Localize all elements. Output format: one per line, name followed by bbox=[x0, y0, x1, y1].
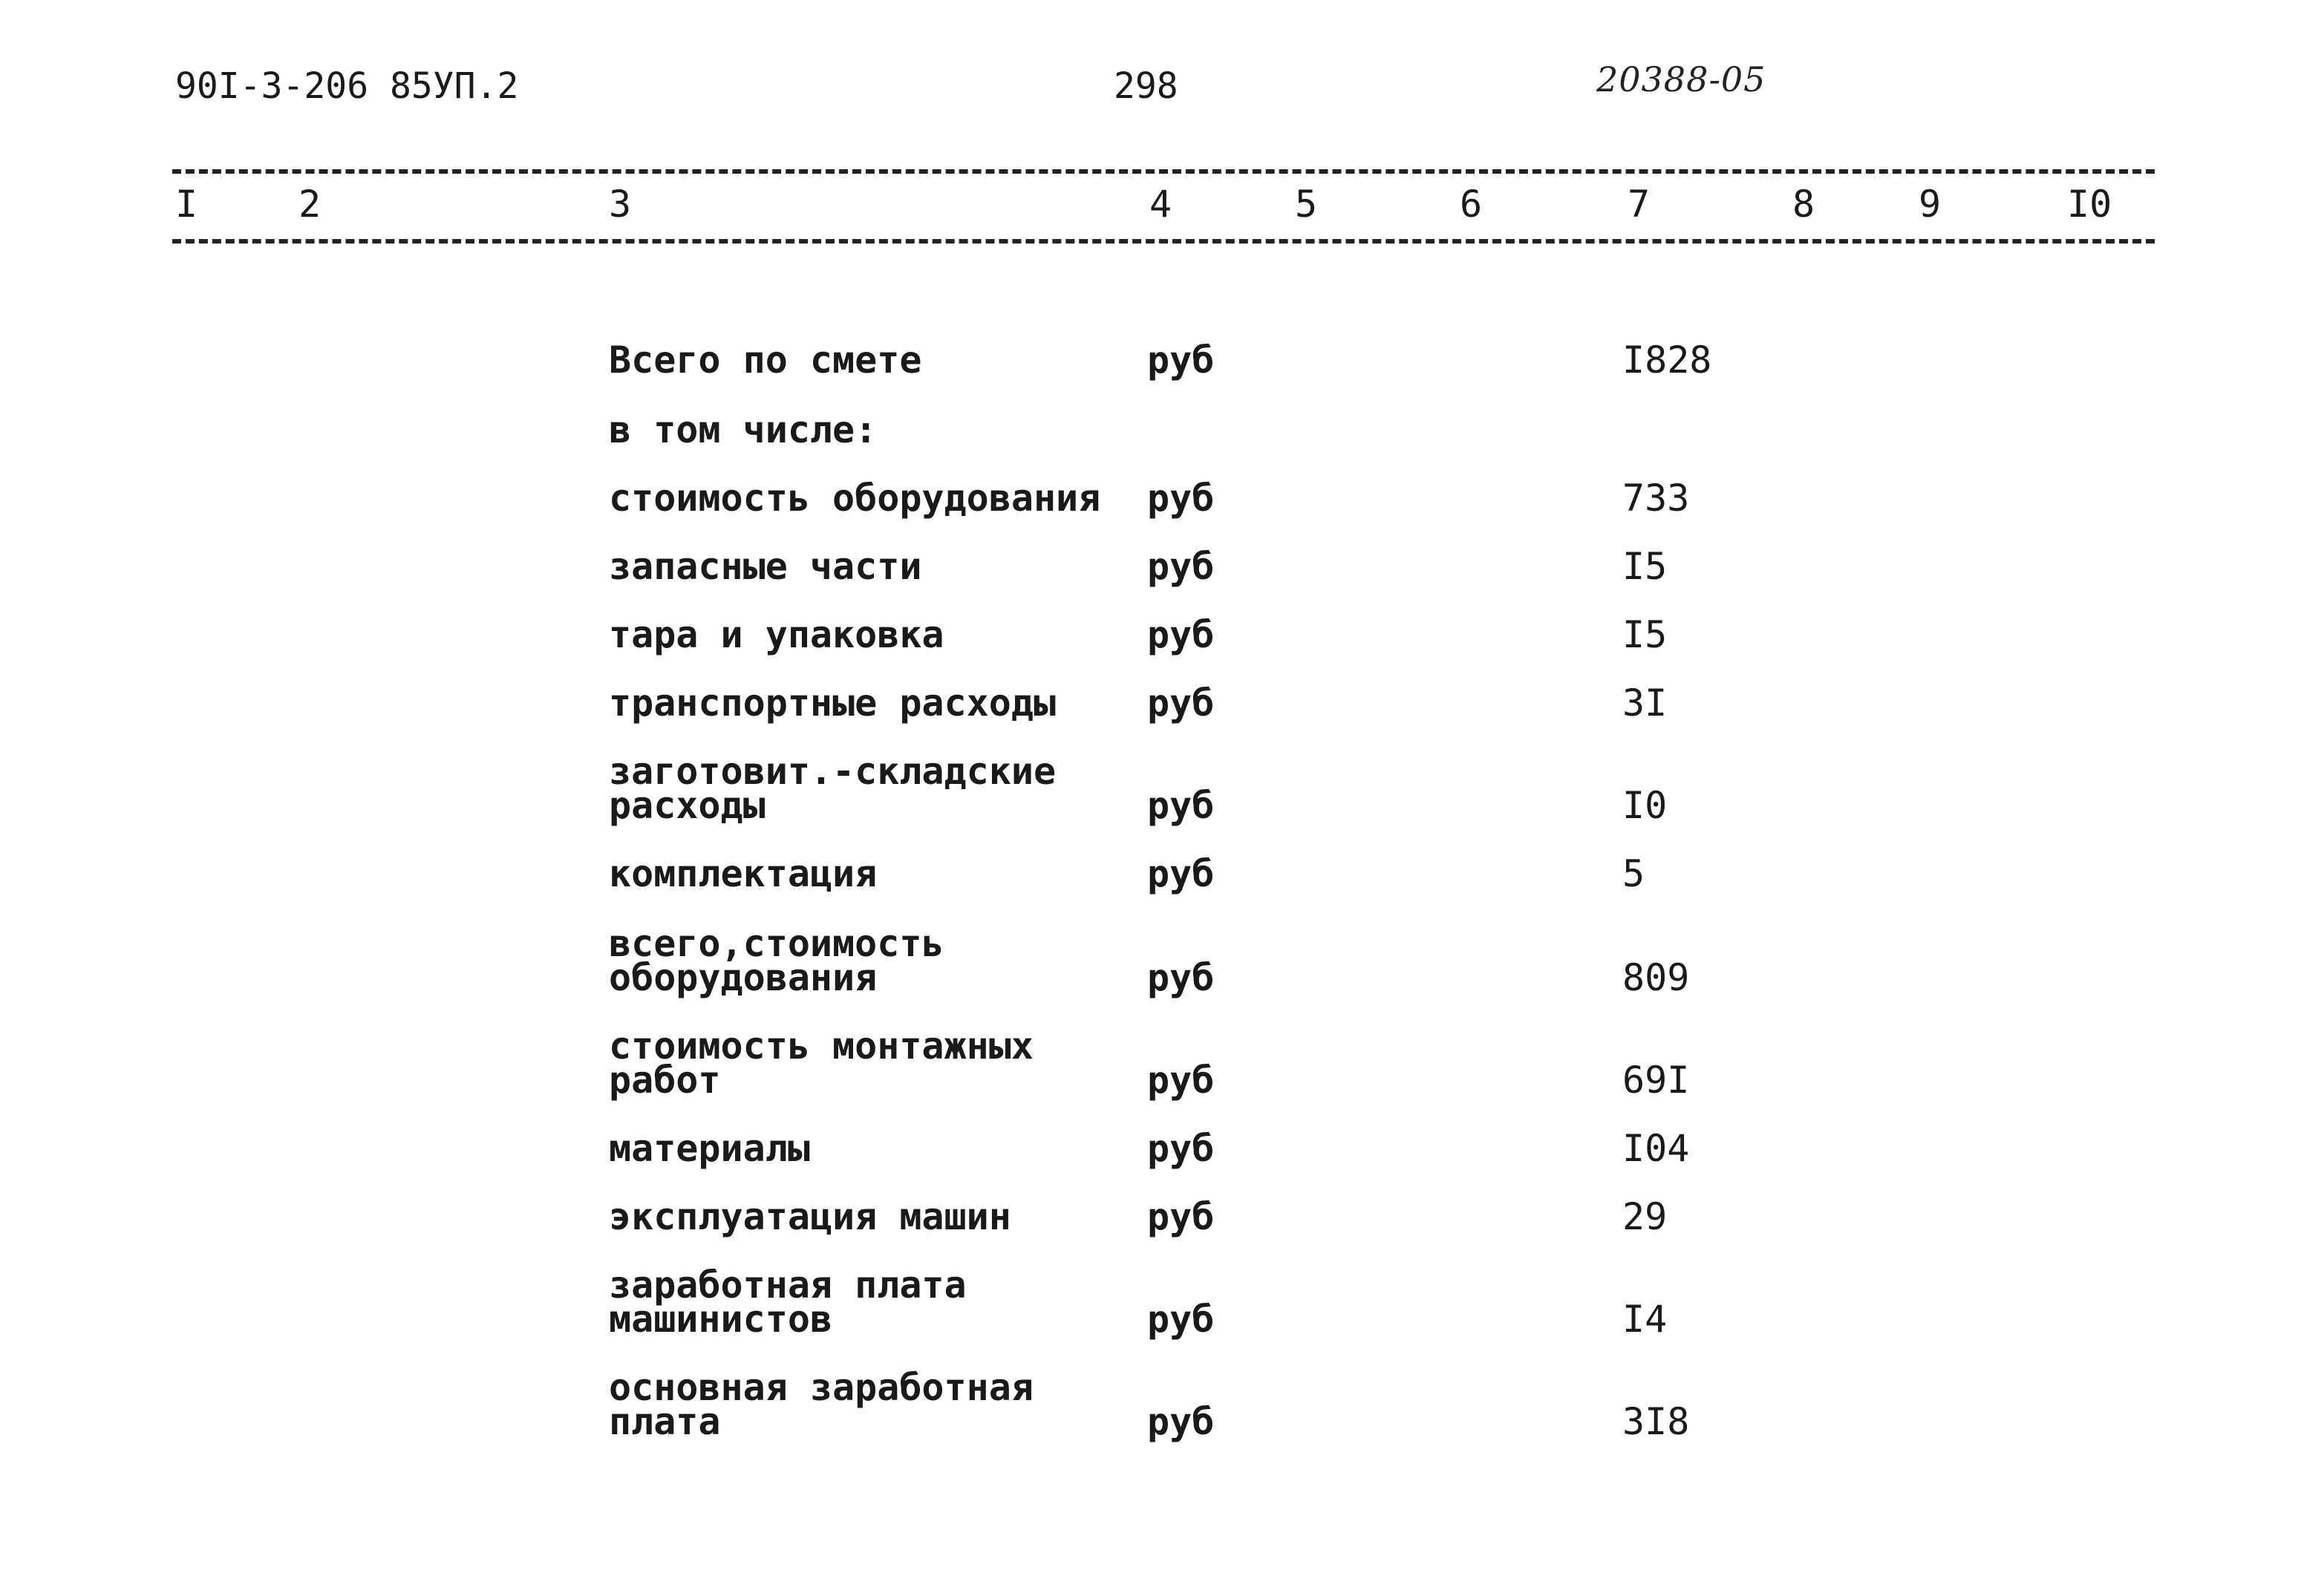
row-description: в том числе: bbox=[609, 408, 878, 451]
row-description: транспортные расходы bbox=[609, 681, 1057, 725]
row-description: комплектация bbox=[609, 852, 878, 895]
row-value: I0 bbox=[1622, 784, 1668, 827]
column-number-3: 3 bbox=[609, 183, 632, 226]
page-number: 298 bbox=[1114, 65, 1178, 107]
column-number-9: 9 bbox=[1919, 183, 1942, 226]
row-value: 69I bbox=[1622, 1059, 1690, 1102]
column-number-8: 8 bbox=[1792, 183, 1815, 226]
row-value: I5 bbox=[1622, 613, 1668, 656]
row-value: 733 bbox=[1622, 477, 1690, 520]
row-value: 3I8 bbox=[1622, 1400, 1690, 1443]
column-number-5: 5 bbox=[1295, 183, 1318, 226]
row-unit: руб bbox=[1147, 1400, 1215, 1443]
column-number-10: I0 bbox=[2067, 183, 2112, 226]
row-description: тара и упаковка bbox=[609, 613, 944, 656]
row-description: материалы bbox=[609, 1127, 810, 1170]
row-unit: руб bbox=[1147, 956, 1215, 999]
row-value: 809 bbox=[1622, 956, 1690, 999]
column-number-4: 4 bbox=[1149, 183, 1172, 226]
row-description: Всего по смете bbox=[609, 339, 922, 382]
row-value: 29 bbox=[1622, 1195, 1668, 1238]
column-number-7: 7 bbox=[1628, 183, 1651, 226]
row-description: стоимость монтажных работ bbox=[609, 1024, 1034, 1102]
row-description: эксплуатация машин bbox=[609, 1195, 1011, 1238]
dashed-rule-bottom bbox=[172, 239, 2155, 243]
row-unit: руб bbox=[1147, 1195, 1215, 1238]
row-unit: руб bbox=[1147, 852, 1215, 895]
row-value: I4 bbox=[1622, 1298, 1668, 1341]
row-value: I04 bbox=[1622, 1127, 1690, 1170]
row-description: всего,стоимость оборудования bbox=[609, 922, 944, 999]
dashed-rule-top bbox=[172, 169, 2155, 174]
row-value: I5 bbox=[1622, 545, 1668, 588]
document-code: 90I-3-206 85УП.2 bbox=[175, 65, 519, 107]
row-value: 3I bbox=[1622, 681, 1668, 725]
row-unit: руб bbox=[1147, 339, 1215, 382]
row-unit: руб bbox=[1147, 1059, 1215, 1102]
row-description: запасные части bbox=[609, 545, 922, 588]
column-number-1: I bbox=[175, 183, 198, 226]
row-unit: руб bbox=[1147, 545, 1215, 588]
row-description: стоимость оборудования bbox=[609, 477, 1101, 520]
handwritten-stamp: 20388-05 bbox=[1596, 59, 1766, 99]
row-unit: руб bbox=[1147, 1127, 1215, 1170]
row-unit: руб bbox=[1147, 613, 1215, 656]
row-unit: руб bbox=[1147, 784, 1215, 827]
row-description: основная заработная плата bbox=[609, 1366, 1034, 1443]
column-number-2: 2 bbox=[298, 183, 321, 226]
row-value: I828 bbox=[1622, 339, 1712, 382]
row-unit: руб bbox=[1147, 681, 1215, 725]
row-unit: руб bbox=[1147, 1298, 1215, 1341]
row-unit: руб bbox=[1147, 477, 1215, 520]
row-value: 5 bbox=[1622, 852, 1645, 895]
column-number-6: 6 bbox=[1460, 183, 1483, 226]
row-description: заготовит.-складские расходы bbox=[609, 750, 1057, 827]
row-description: заработная плата машинистов bbox=[609, 1263, 967, 1341]
